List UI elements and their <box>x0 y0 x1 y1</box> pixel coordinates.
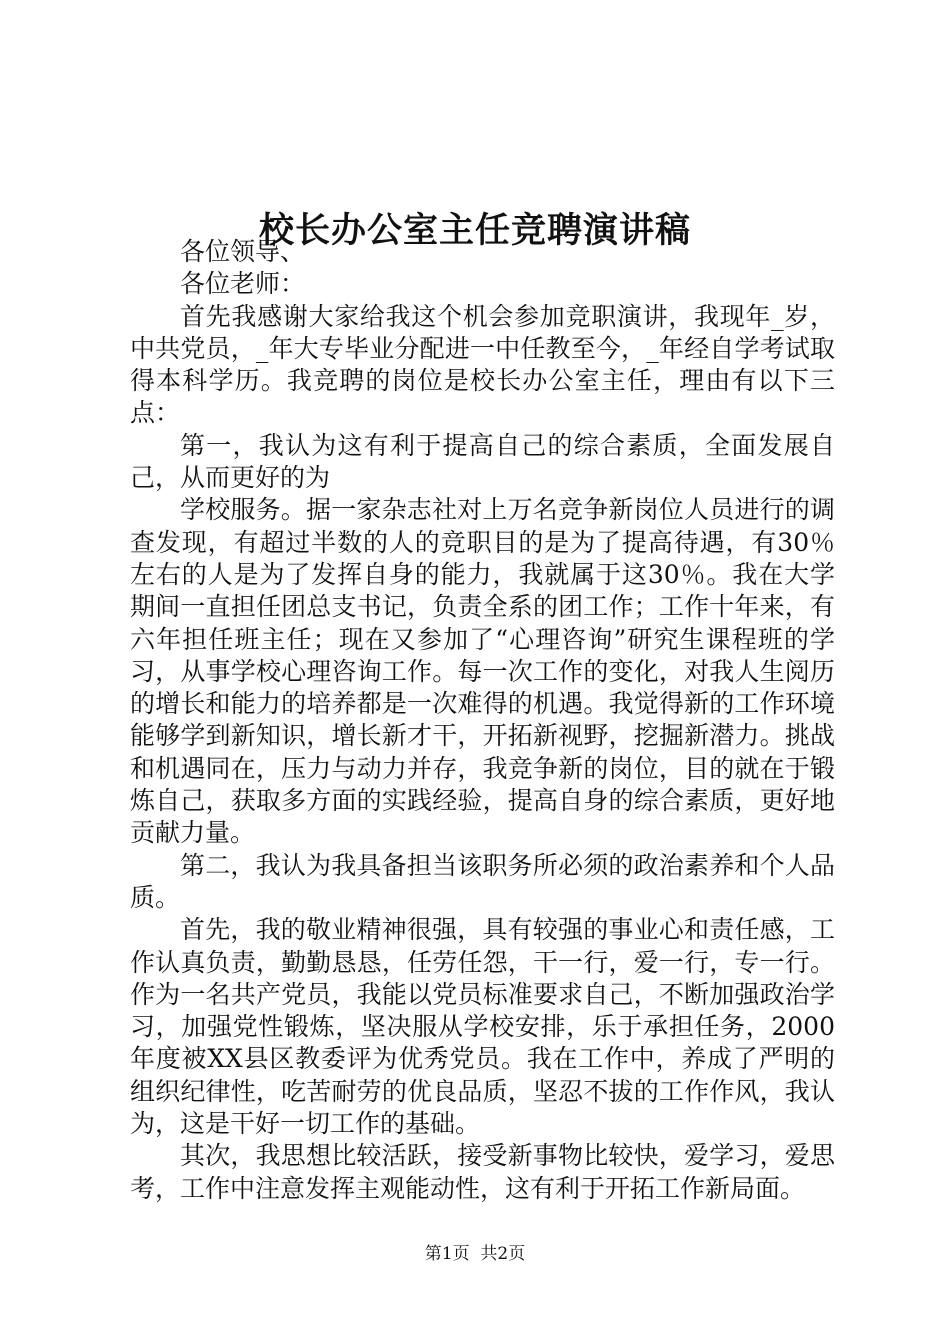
paragraph-reason-one: 第一，我认为这有利于提高自己的综合素质，全面发展自己，从而更好的为 <box>130 430 835 493</box>
paragraph-reason-two: 第二，我认为我具备担当该职务所必须的政治素养和个人品质。 <box>130 850 835 912</box>
document-body <box>130 236 835 1205</box>
paragraph-reason-one-detail: 学校服务。据一家杂志社对上万名竞争新岗位人员进行的调查发现，有超过半数的人的竞职目的是为了提高待遇，有30％左右的人是为了发挥自身的能力，我就属于这30％。我在大学期间一直担任团总支书记，负责全系的团工作；工作十年来，有六年担任班主任；现在又参加了“心理咨询”研究生课程班的学习，从事学校心理咨询工作。每一次工作的变化，对我人生阅历的增长和能力的培养都是一次难得的机遇。我觉得新的工作环境能够学到新知识，增长新才干，开拓新视野，挖掘新潜力。挑战和机遇同在，压力与动力并存，我竞争新的岗位，目的就在于锻炼自己，获取多方面的实践经验，提高自身的综合素质，更好地贡献力量。 <box>130 495 835 848</box>
salutation-leaders: 各位领导、 <box>180 237 306 266</box>
page-footer <box>0 1242 950 1266</box>
paragraph-intro: 首先我感谢大家给我这个机会参加竞职演讲，我现年_岁，中共党员，_年大专毕业分配进一中任教至今，_年经自学考试取得本科学历。我竞聘的岗位是校长办公室主任，理由有以下三点： <box>130 301 835 428</box>
paragraph-first-point: 首先，我的敬业精神很强，具有较强的事业心和责任感，工作认真负责，勤勤恳恳，任劳任怨，干一行，爱一行，专一行。作为一名共产党员，我能以党员标准要求自己，不断加强政治学习，加强党性锻炼，坚决服从学校安排，乐于承担任务，2000年度被XX县区教委评为优秀党员。我在工作中，养成了严明的组织纪律性，吃苦耐劳的优良品质，坚忍不拔的工作作风，我认为，这是干好一切工作的基础。 <box>130 915 835 1139</box>
document-title: 校长办公室主任竞聘演讲稿 <box>258 210 691 252</box>
paragraph-second-point: 其次，我思想比较活跃，接受新事物比较快，爱学习，爱思考，工作中注意发挥主观能动性，这有利于开拓工作新局面。 <box>130 1141 835 1203</box>
page-total: 共2页 <box>480 1244 526 1264</box>
salutation-teachers: 各位老师： <box>180 269 306 299</box>
page-number: 第1页 <box>424 1244 470 1264</box>
